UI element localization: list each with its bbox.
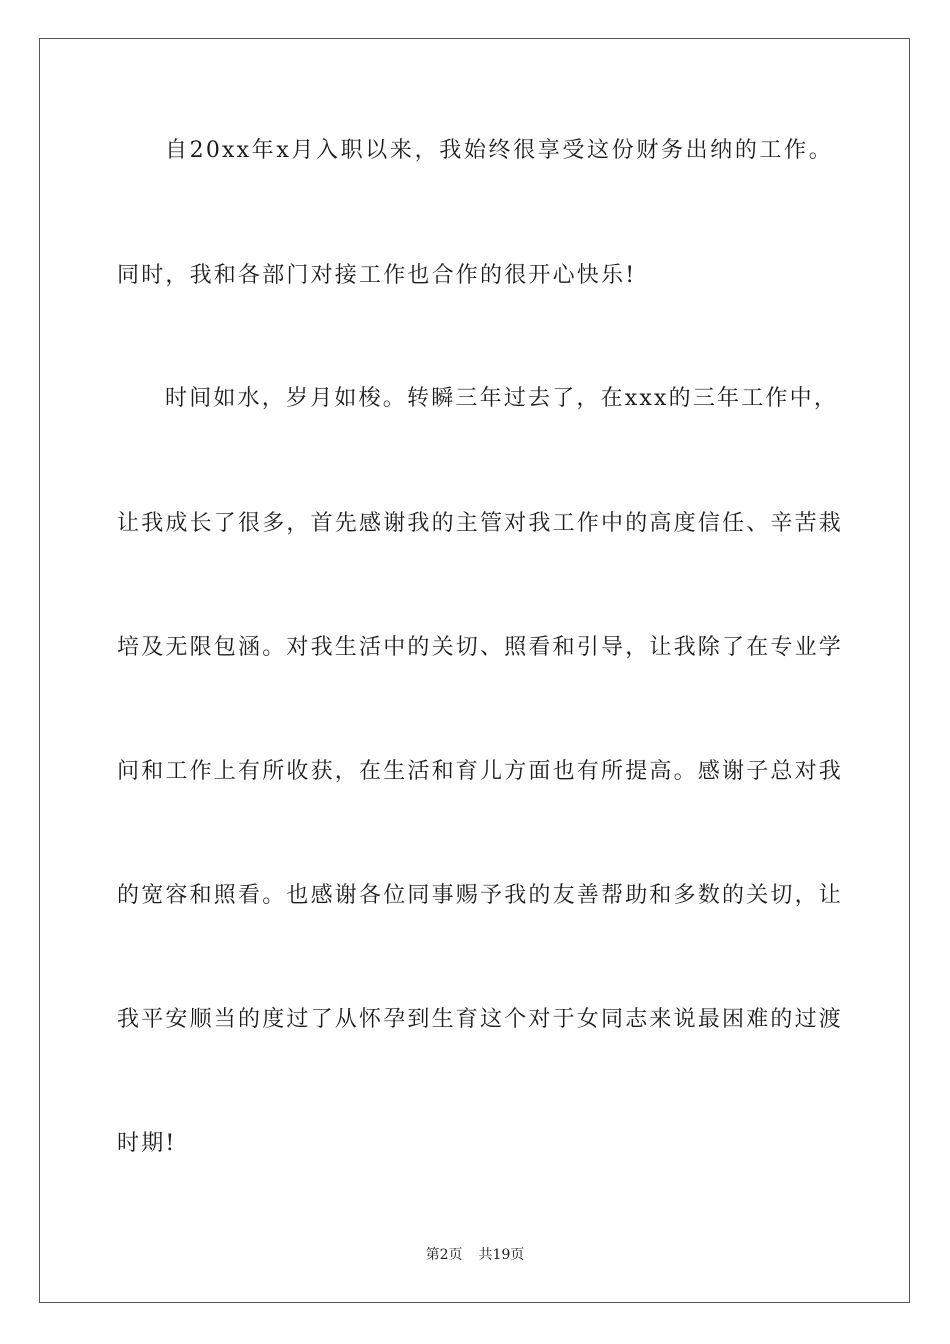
paragraph-line: 让我成长了很多，首先感谢我的主管对我工作中的高度信任、辛苦栽 xyxy=(117,511,844,536)
page-footer xyxy=(0,1245,950,1265)
paragraph-line: 我平安顺当的度过了从怀孕到生育这个对于女同志来说最困难的过渡 xyxy=(117,1007,844,1032)
page-number-total: 共19页 xyxy=(478,1247,525,1263)
paragraph-line: 问和工作上有所收获，在生活和育儿方面也有所提高。感谢子总对我 xyxy=(117,759,844,784)
paragraph-line: 自20xx年x月入职以来，我始终很享受这份财务出纳的工作。 xyxy=(165,138,833,163)
paragraph-line: 时期! xyxy=(117,1131,177,1156)
page-border xyxy=(39,38,910,1303)
paragraph-line: 时间如水，岁月如梭。转瞬三年过去了，在xxx的三年工作中， xyxy=(165,386,839,411)
paragraph-line: 的宽容和照看。也感谢各位同事赐予我的友善帮助和多数的关切，让 xyxy=(117,883,844,908)
paragraph-line: 同时，我和各部门对接工作也合作的很开心快乐! xyxy=(117,263,637,288)
page-number-current: 第2页 xyxy=(425,1247,463,1263)
paragraph-line: 培及无限包涵。对我生活中的关切、照看和引导，让我除了在专业学 xyxy=(117,635,844,660)
